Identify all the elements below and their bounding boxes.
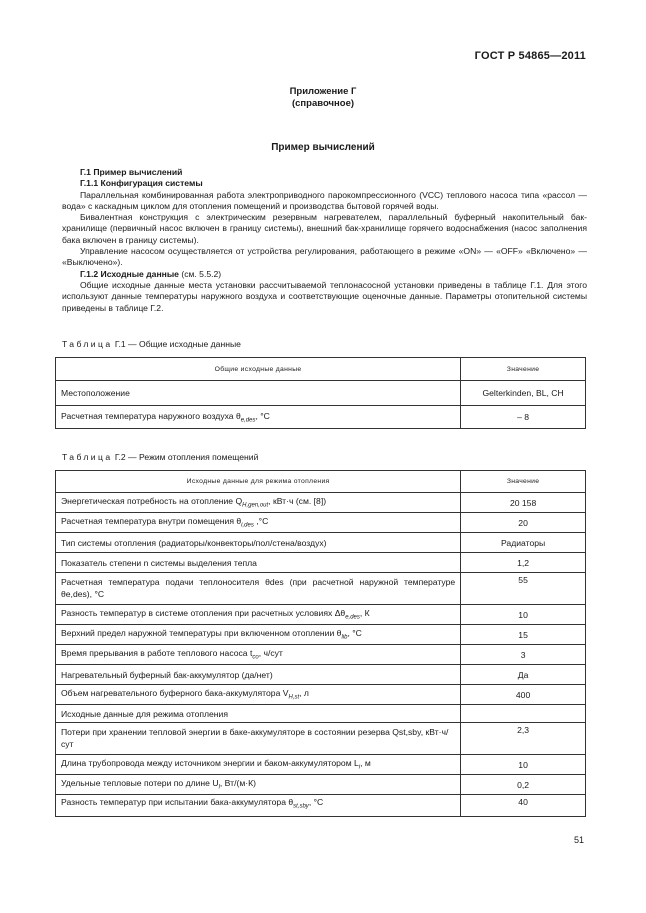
label-text: Разность температур при испытании бака-аккумулятора θ: [61, 797, 294, 807]
table-row: [56, 723, 586, 755]
table-g1: [55, 357, 586, 429]
label-text: Удельные тепловые потери по длине U: [61, 778, 219, 789]
table-cell-value: Радиаторы: [461, 533, 586, 553]
table2-caption-text: Г.2 — Режим отопления помещений: [112, 452, 259, 462]
label-text: Разность температур в системе отопления при расчетных условиях Δθ: [61, 608, 346, 619]
label-subscript: i,des: [241, 522, 254, 529]
table-row: [56, 513, 586, 533]
table-cell-value: 10: [461, 605, 586, 625]
table-row: [56, 795, 586, 817]
label-subscript: e,des: [240, 417, 256, 424]
table-cell-label: [56, 685, 461, 705]
table1-caption: [62, 339, 241, 349]
table-cell-label: [56, 645, 461, 665]
table-cell-label: [56, 605, 461, 625]
table-row: [56, 573, 586, 605]
table-cell-label: Местоположение: [56, 381, 461, 406]
appendix-title: Приложение Г: [289, 86, 357, 97]
label-unit: , м: [360, 758, 371, 769]
table-g2: [55, 470, 586, 817]
table-cell-value: 2,3: [461, 723, 586, 755]
label-text: Время прерывания в работе теплового насоса t: [61, 648, 253, 659]
label-subscript: H,gen,out: [242, 502, 269, 509]
table-cell-label: [56, 775, 461, 795]
table-row: [56, 553, 586, 573]
table-cell-label: [56, 625, 461, 645]
label-subscript: st,sby: [293, 803, 309, 810]
paragraph-2: Бивалентная конструкция с электрическим резервным нагревателем, параллельный буферный накопительный бак-хранилище (первичный насос включен в границу системы), внешний бак-хранилище горячего водоснабжения (насос заполнения бака включен в границу системы).: [62, 212, 587, 245]
label-subscript: i: [358, 764, 361, 771]
label-text: Расчетная температура наружного воздуха θ: [61, 410, 241, 421]
table-header-cell: Значение: [461, 471, 586, 493]
table-cell-label: Тип системы отопления (радиаторы/конвекторы/пол/стена/воздух): [56, 533, 461, 553]
heading-g12-ref: (см. 5.5.2): [178, 268, 222, 279]
label-unit: ,°С: [253, 516, 269, 527]
table-cell-value: 40: [461, 795, 586, 817]
table-cell-label: Потери при хранении тепловой энергии в баке-аккумуляторе в состоянии резерва Qst,sby, кВт·ч/сут: [56, 723, 461, 755]
paragraph-4: Общие исходные данные места установки рассчитываемой теплонасосной установки приведены в таблице Г.1. Для этого используют данные температуры наружного воздуха и соответствующие оценочные данные. Параметры отопительной системы приведены в таблице Г.2.: [62, 279, 587, 313]
label-text: Энергетическая потребность на отопление Q: [61, 496, 243, 507]
table-row: [56, 755, 586, 775]
table-cell-value: Gelterkinden, BL, CH: [461, 381, 586, 406]
label-unit: , Вт/(м·К): [219, 778, 256, 789]
label-unit: , ч/сут: [258, 648, 283, 659]
label-unit: , К: [359, 608, 370, 619]
table-cell-value: 15: [461, 625, 586, 645]
paragraph-1: Параллельная комбинированная работа электроприводного парокомпрессионного (VCC) теплового насоса типа «рассол — вода» с каскадным циклом для отопления помещений и производства бытовой горячей воды.: [62, 189, 587, 211]
heading-g12: Г.1.2 Исходные данные: [80, 268, 179, 279]
label-text: Длина трубопровода между источником энергии и баком-аккумулятором L: [61, 758, 359, 769]
body-text: [62, 167, 587, 314]
table-cell-value: 0,2: [461, 775, 586, 795]
label-unit: , л: [299, 688, 309, 699]
label-subscript: lib: [341, 634, 348, 641]
table-cell-label: Исходные данные для режима отопления: [56, 705, 461, 723]
label-unit: , °С: [347, 628, 362, 639]
table-cell-value: Да: [461, 665, 586, 685]
paragraph-3: Управление насосом осуществляется от устройства регулирования, работающего в режиме «ON» — «OFF» «Включено» — «Выключено»).: [62, 246, 587, 268]
label-unit: , кВт·ч (см. [8]): [268, 496, 327, 507]
heading-g1: Г.1 Пример вычислений: [80, 167, 183, 177]
page-number: 51: [573, 835, 584, 845]
label-subscript: l: [218, 784, 220, 791]
table-cell-value: 1,2: [461, 553, 586, 573]
table-row: [56, 406, 586, 429]
table2-caption-word: Таблица: [62, 452, 113, 462]
label-subscript: e,des: [345, 614, 360, 621]
section-title: Пример вычислений: [271, 142, 375, 153]
table-row: [56, 705, 586, 723]
table-cell-label: [56, 493, 461, 513]
table-header-cell: Исходные данные для режима отопления: [56, 471, 461, 493]
table-cell-label: [56, 755, 461, 775]
table-row: [56, 605, 586, 625]
heading-g12-line: [62, 269, 587, 280]
table-cell-label: [56, 513, 461, 533]
table-row: [56, 685, 586, 705]
table-cell-label: Показатель степени n системы выделения тепла: [56, 553, 461, 573]
table-cell-value: 20 158: [461, 493, 586, 513]
label-text: Верхний предел наружной температуры при включенном отоплении θ: [61, 628, 342, 639]
table-cell-value: 55: [461, 573, 586, 605]
table2-caption: [62, 452, 258, 462]
table-header-cell: Значение: [461, 358, 586, 381]
table-cell-label: [56, 795, 461, 817]
table-cell-value: 400: [461, 685, 586, 705]
table-header-row: [56, 358, 586, 381]
table-header-cell: Общие исходные данные: [56, 358, 461, 381]
table-cell-value: – 8: [461, 406, 586, 429]
table-cell-label: [56, 406, 461, 429]
standard-header: ГОСТ Р 54865—2011: [474, 50, 586, 62]
label-unit: , °C: [308, 797, 324, 807]
label-subscript: co: [252, 654, 259, 661]
table1-caption-text: Г.1 — Общие исходные данные: [112, 339, 241, 349]
table-row: [56, 625, 586, 645]
table-row: [56, 665, 586, 685]
table-row: [56, 533, 586, 553]
table-row: [56, 645, 586, 665]
table-cell-value: 20: [461, 513, 586, 533]
label-text: Расчетная температура внутри помещения θ: [61, 516, 242, 527]
table-row: [56, 493, 586, 513]
appendix-subtitle: (справочное): [291, 98, 355, 109]
table-cell-label: Расчетная температура подачи теплоносителя θdes (при расчетной наружной температуре θe,des), °C: [56, 573, 461, 605]
table1-caption-word: Таблица: [62, 339, 113, 349]
table-row: [56, 381, 586, 406]
label-text: Объем нагревательного буферного бака-аккумулятора V: [61, 688, 289, 699]
table-cell-label: Нагревательный буферный бак-аккумулятор (да/нет): [56, 665, 461, 685]
heading-g11: Г.1.1 Конфигурация системы: [80, 178, 203, 189]
table-cell-value: 3: [461, 645, 586, 665]
label-subscript: H,st: [288, 694, 300, 701]
table-row: [56, 775, 586, 795]
table-cell-value: 10: [461, 755, 586, 775]
table-header-row: [56, 471, 586, 493]
table-cell-value: [461, 705, 586, 723]
label-unit: , °C: [255, 410, 270, 421]
